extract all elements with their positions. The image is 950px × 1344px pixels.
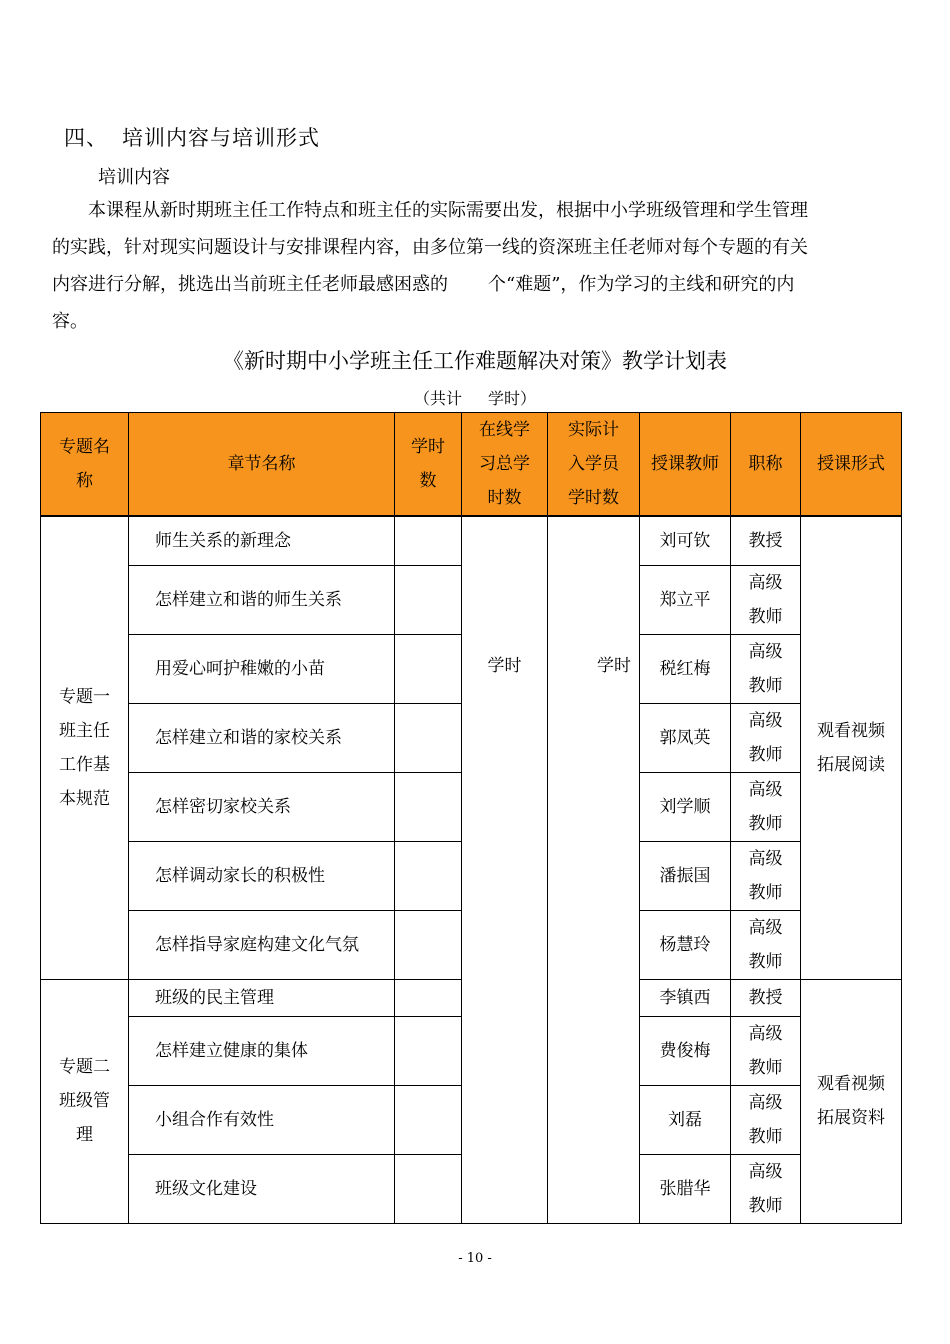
- section-number: 四、: [64, 126, 108, 150]
- teacher-rank: 高级教师: [731, 910, 801, 979]
- chapter-name: 怎样调动家长的积极性: [129, 841, 395, 910]
- hours-cell: [395, 516, 462, 565]
- total-hours-right: 学时）: [488, 389, 537, 408]
- teacher-rank: 高级教师: [731, 1154, 801, 1223]
- chapter-name: 怎样建立和谐的家校关系: [129, 703, 395, 772]
- chapter-name: 班级的民主管理: [129, 979, 395, 1016]
- hours-cell: [395, 1154, 462, 1223]
- teacher-name: 张腊华: [640, 1154, 731, 1223]
- teacher-rank: 高级教师: [731, 772, 801, 841]
- hours-cell: [395, 1085, 462, 1154]
- chapter-name: 师生关系的新理念: [129, 516, 395, 565]
- teacher-name: 潘振国: [640, 841, 731, 910]
- hours-cell: [395, 634, 462, 703]
- topic-name: 专题二班级管理: [41, 979, 129, 1223]
- header-actual-hours: 实际计入学员学时数: [548, 413, 640, 517]
- teacher-name: 李镇西: [640, 979, 731, 1016]
- header-topic: 专题名称: [41, 413, 129, 517]
- header-online-total: 在线学习总学时数: [462, 413, 548, 517]
- teaching-plan-table: [40, 412, 902, 1224]
- chapter-name: 小组合作有效性: [129, 1085, 395, 1154]
- table-row: [41, 516, 902, 565]
- teaching-form: 观看视频拓展资料: [801, 979, 902, 1223]
- teacher-name: 刘学顺: [640, 772, 731, 841]
- teacher-rank: 高级教师: [731, 565, 801, 634]
- chapter-name: 班级文化建设: [129, 1154, 395, 1223]
- paragraph-line: 容。: [52, 311, 88, 332]
- subheading: 培训内容: [98, 167, 170, 188]
- online-hours-value: 学时: [487, 656, 522, 676]
- header-form: 授课形式: [801, 413, 902, 517]
- hours-cell: [395, 841, 462, 910]
- teacher-rank: 高级教师: [731, 1085, 801, 1154]
- section-heading: [64, 122, 320, 152]
- paragraph-line: 本课程从新时期班主任工作特点和班主任的实际需要出发，根据中小学班级管理和学生管理: [88, 200, 808, 221]
- table-title: 《新时期中小学班主任工作难题解决对策》教学计划表: [223, 349, 727, 373]
- intro-paragraph: [52, 192, 874, 340]
- paragraph-text: 个“难题”，作为学习的主线和研究的内: [488, 274, 795, 295]
- teacher-rank: 高级教师: [731, 634, 801, 703]
- chapter-name: 怎样指导家庭构建文化气氛: [129, 910, 395, 979]
- actual-hours-value: 学时: [597, 656, 631, 676]
- header-chapter: 章节名称: [129, 413, 395, 517]
- chapter-name: 怎样建立健康的集体: [129, 1016, 395, 1085]
- chapter-name: 用爱心呵护稚嫩的小苗: [129, 634, 395, 703]
- online-total-hours: [462, 516, 548, 1223]
- teacher-rank: 高级教师: [731, 703, 801, 772]
- paragraph-line: [52, 266, 874, 303]
- teacher-name: 杨慧玲: [640, 910, 731, 979]
- paragraph-text: 内容进行分解，挑选出当前班主任老师最感困惑的: [52, 274, 448, 295]
- total-hours-left: （共计: [413, 389, 462, 408]
- header-hours: 学时数: [395, 413, 462, 517]
- hours-cell: [395, 772, 462, 841]
- topic-name: 专题一班主任工作基本规范: [41, 516, 129, 979]
- header-teacher: 授课教师: [640, 413, 731, 517]
- actual-hours: [548, 516, 640, 1223]
- teacher-name: 刘磊: [640, 1085, 731, 1154]
- hours-cell: [395, 703, 462, 772]
- teacher-name: 郭凤英: [640, 703, 731, 772]
- chapter-name: 怎样建立和谐的师生关系: [129, 565, 395, 634]
- hours-cell: [395, 910, 462, 979]
- teacher-rank: 教授: [731, 979, 801, 1016]
- hours-cell: [395, 979, 462, 1016]
- teacher-name: 费俊梅: [640, 1016, 731, 1085]
- table-subtitle: [0, 386, 950, 409]
- page-number: - 10 -: [458, 1251, 492, 1266]
- teacher-rank: 教授: [731, 516, 801, 565]
- teacher-name: 郑立平: [640, 565, 731, 634]
- teacher-name: 刘可钦: [640, 516, 731, 565]
- header-rank: 职称: [731, 413, 801, 517]
- teaching-form: 观看视频拓展阅读: [801, 516, 902, 979]
- hours-cell: [395, 565, 462, 634]
- header-row: [41, 413, 902, 517]
- teacher-rank: 高级教师: [731, 841, 801, 910]
- hours-cell: [395, 1016, 462, 1085]
- paragraph-line: 的实践，针对现实问题设计与安排课程内容，由多位第一线的资深班主任老师对每个专题的有关: [52, 237, 808, 258]
- chapter-name: 怎样密切家校关系: [129, 772, 395, 841]
- teacher-rank: 高级教师: [731, 1016, 801, 1085]
- section-title: 培训内容与培训形式: [122, 126, 320, 150]
- teacher-name: 税红梅: [640, 634, 731, 703]
